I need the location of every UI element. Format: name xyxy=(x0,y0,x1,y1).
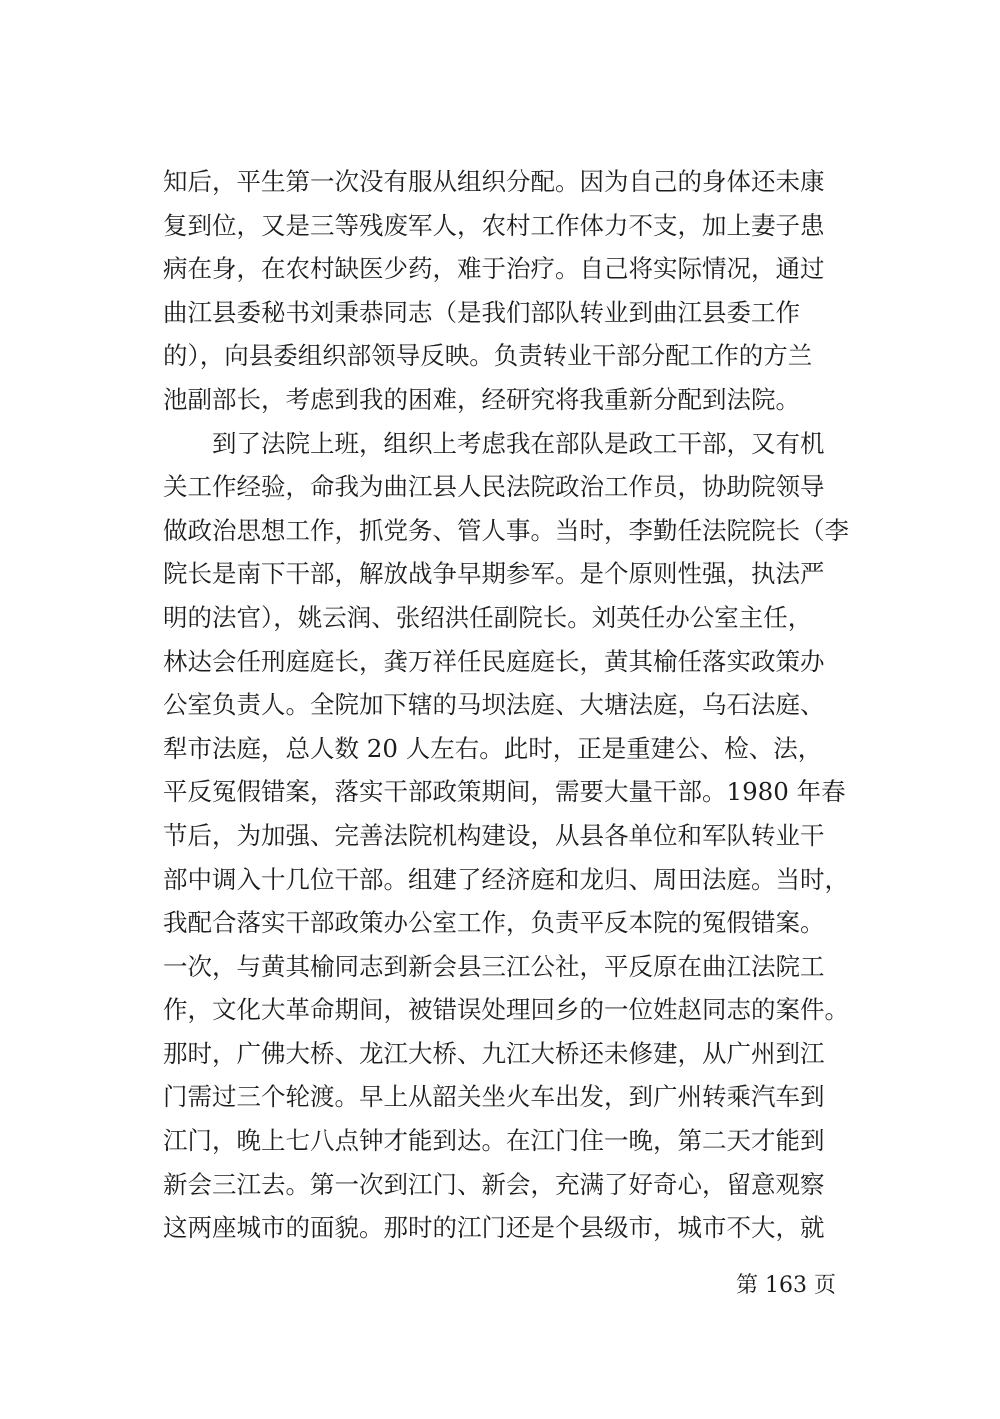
text-line: 的），向县委组织部领导反映。负责转业干部分配工作的方兰 xyxy=(163,341,813,371)
text-line: 关工作经验，命我为曲江县人民法院政治工作员，协助院领导 xyxy=(163,472,825,502)
text-line: 新会三江去。第一次到江门、新会，充满了好奇心，留意观察 xyxy=(163,1169,825,1199)
text-line: 平反冤假错案，落实干部政策期间，需要大量干部。1980 年春 xyxy=(163,777,846,807)
body-text xyxy=(163,160,853,1250)
text-line: 我配合落实干部政策办公室工作，负责平反本院的冤假错案。 xyxy=(163,908,825,938)
text-line: 作，文化大革命期间，被错误处理回乡的一位姓赵同志的案件。 xyxy=(163,995,849,1025)
text-line: 节后，为加强、完善法院机构建设，从县各单位和军队转业干 xyxy=(163,820,825,850)
text-line: 病在身，在农村缺医少药，难于治疗。自己将实际情况，通过 xyxy=(163,254,825,284)
text-line: 部中调入十几位干部。组建了经济庭和龙归、周田法庭。当时， xyxy=(163,864,849,894)
text-line: 院长是南下干部，解放战争早期参军。是个原则性强，执法严 xyxy=(163,559,825,589)
text-line: 到了法院上班，组织上考虑我在部队是政工干部，又有机 xyxy=(163,428,825,458)
text-line: 池副部长，考虑到我的困难，经研究将我重新分配到法院。 xyxy=(163,384,800,414)
text-line: 做政治思想工作，抓党务、管人事。当时，李勤任法院院长（李 xyxy=(163,515,849,545)
text-line: 林达会任刑庭庭长，龚万祥任民庭庭长，黄其榆任落实政策办 xyxy=(163,646,825,676)
text-line: 明的法官），姚云润、张绍洪任副院长。刘英任办公室主任， xyxy=(163,602,813,632)
text-line: 那时，广佛大桥、龙江大桥、九江大桥还未修建，从广州到江 xyxy=(163,1038,825,1068)
page-number: 第 163 页 xyxy=(736,1273,836,1298)
text-line: 知后，平生第一次没有服从组织分配。因为自己的身体还未康 xyxy=(163,167,825,196)
text-line: 复到位，又是三等残废军人，农村工作体力不支，加上妻子患 xyxy=(163,210,825,240)
text-line: 一次，与黄其榆同志到新会县三江公社，平反原在曲江法院工 xyxy=(163,951,825,981)
text-line: 门需过三个轮渡。早上从韶关坐火车出发，到广州转乘汽车到 xyxy=(163,1082,825,1112)
text-line: 这两座城市的面貌。那时的江门还是个县级市，城市不大，就 xyxy=(163,1213,825,1243)
text-line: 公室负责人。全院加下辖的马坝法庭、大塘法庭，乌石法庭、 xyxy=(163,690,825,720)
text-line: 犁市法庭，总人数 20 人左右。此时，正是重建公、检、法， xyxy=(163,733,823,763)
text-line: 曲江县委秘书刘秉恭同志（是我们部队转业到曲江县委工作 xyxy=(163,297,800,327)
text-line: 江门，晚上七八点钟才能到达。在江门住一晚，第二天才能到 xyxy=(163,1126,825,1156)
